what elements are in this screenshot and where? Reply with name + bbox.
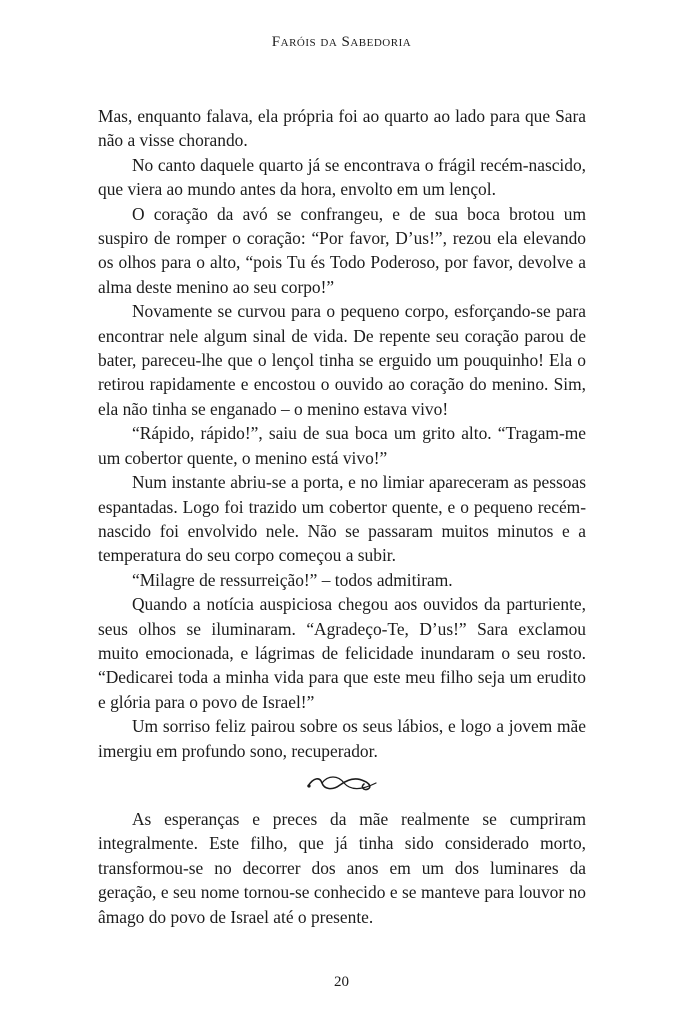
paragraph: Novamente se curvou para o pequeno corpo, esforçando-se para encontrar nele algum sinal de vida. De repente seu coração parou de bater, pareceu-lhe que o lençol tinha se erguido um pouquinho! Ela o retirou rapidamente e encostou o ouvido ao coração do menino. Sim, ela não tinha se enganado – o menino estava vivo! xyxy=(98,301,586,419)
section-divider xyxy=(98,763,586,807)
paragraph: O coração da avó se confrangeu, e de sua boca brotou um suspiro de romper o coração: “Por favor, D’us!”, rezou ela elevando os olhos para o alto, “pois Tu és Todo Poderoso, por favor, devolve a alma deste menino ao seu corpo!” xyxy=(98,203,586,297)
page-number: 20 xyxy=(334,974,349,990)
paragraph: Mas, enquanto falava, ela própria foi ao quarto ao lado para que Sara não a visse chorando. xyxy=(98,106,586,151)
paragraph: No canto daquele quarto já se encontrava o frágil recém-nascido, que viera ao mundo antes da hora, envolto em um lençol. xyxy=(98,154,586,200)
paragraph: Um sorriso feliz pairou sobre os seus lábios, e logo a jovem mãe imergiu em profundo sono, recuperador. xyxy=(98,716,586,761)
paragraph: “Rápido, rápido!”, saiu de sua boca um grito alto. “Tragam-me um cobertor quente, o menino está vivo!” xyxy=(98,423,586,468)
paragraph: Num instante abriu-se a porta, e no limiar apareceram as pessoas espantadas. Logo foi trazido um cobertor quente, e o pequeno recém-nascido foi envolvido nele. Não se passaram muitos minutos e a temperatura do seu corpo começou a subir. xyxy=(98,472,586,566)
running-header: Faróis da Sabedoria xyxy=(271,34,412,50)
paragraph: As esperanças e preces da mãe realmente se cumpriram integralmente. Este filho, que já tinha sido considerado morto, transformou-se no decorrer dos anos em um dos luminares da geração, e seu nome tornou-se conhecido e se manteve para louvor no âmago do povo de Israel até o presente. xyxy=(98,808,586,927)
flourish-ornament-icon xyxy=(306,773,378,795)
paragraph: Quando a notícia auspiciosa chegou aos ouvidos da parturiente, seus olhos se iluminaram. “Agradeço-Te, D’us!” Sara exclamou muito emocionada, e lágrimas de felicidade inundaram o seu rosto. “Dedicarei toda a minha vida para que este meu filho seja um erudito e glória para o povo de Israel!” xyxy=(98,594,586,712)
page-body xyxy=(98,104,586,929)
paragraph: “Milagre de ressurreição!” – todos admitiram. xyxy=(132,569,453,590)
